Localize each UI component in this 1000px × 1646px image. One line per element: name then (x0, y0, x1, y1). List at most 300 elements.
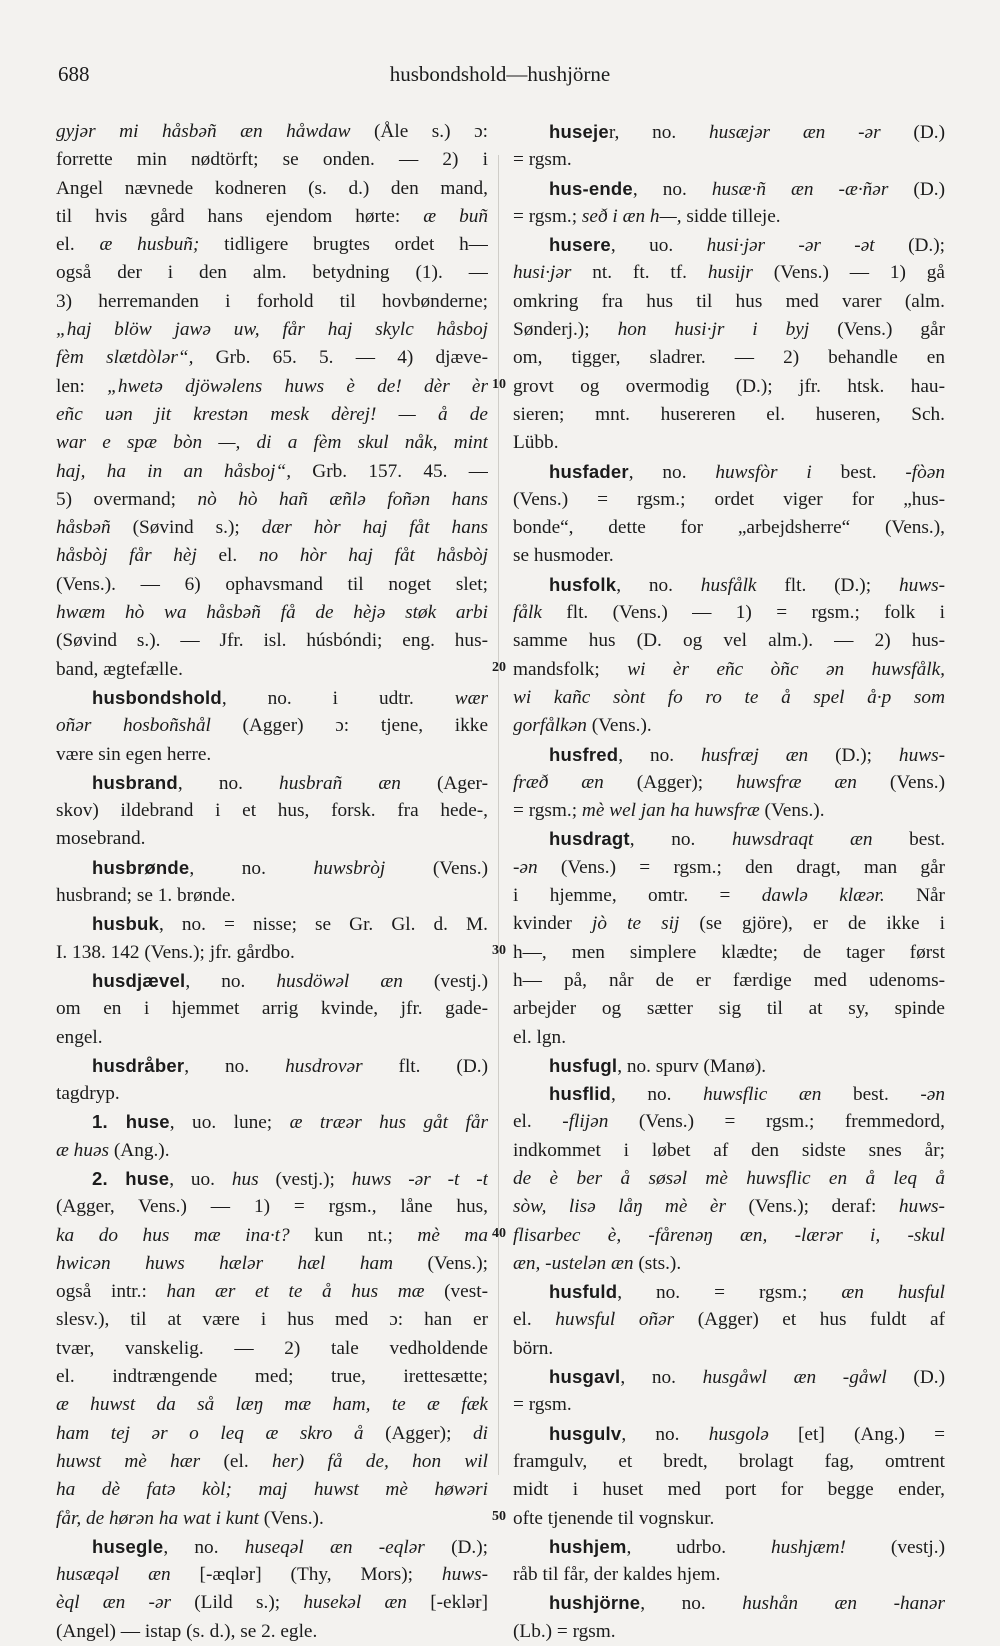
italic-text: hwæm hò wa håsbəñ få de hèjə støk arbi (56, 602, 488, 624)
text-line (513, 1250, 945, 1278)
italic-text: æn, -ustelən æn (513, 1252, 634, 1274)
text-segment: mosebrand. (56, 828, 146, 850)
text-line (513, 118, 945, 146)
text-segment: grovt og overmodig (D.); jfr. htsk. hau- (513, 375, 945, 397)
italic-text: hus (231, 1168, 259, 1190)
text-line (513, 854, 945, 882)
text-line (513, 769, 945, 797)
italic-text: hushjæm! (770, 1536, 846, 1558)
italic-text: huwsbròj (313, 857, 386, 879)
text-segment: tidligere brugtes ordet h— (199, 234, 488, 256)
text-segment: flt. (D.) (362, 1055, 488, 1077)
text-segment: (Vens.); (393, 1252, 488, 1274)
page-number: 688 (58, 62, 90, 86)
text-line (513, 797, 945, 825)
text-line (56, 1052, 488, 1080)
text-line (56, 1618, 488, 1646)
text-line (513, 542, 945, 570)
text-segment: [-eklər] (406, 1592, 488, 1614)
italic-text: mè ma (417, 1224, 488, 1246)
text-segment: = rgsm. (513, 149, 572, 171)
text-line (56, 542, 488, 570)
text-line (513, 259, 945, 287)
text-segment: (Agger); (363, 1422, 473, 1444)
text-line (513, 995, 945, 1023)
italic-text: seð i æn h—, (581, 205, 682, 227)
text-line (56, 288, 488, 316)
text-segment: , uo. lune; (169, 1112, 290, 1134)
italic-text: huwsfòr i (715, 461, 812, 483)
italic-text: flisarbec è, -fårenəŋ æn, -lærər i, -skul (513, 1224, 945, 1246)
text-line (513, 1193, 945, 1221)
text-line (513, 316, 945, 344)
entry-headword: huseje (549, 121, 609, 142)
text-line (513, 514, 945, 542)
text-line (56, 486, 488, 514)
entry-headword: husere (549, 234, 611, 256)
italic-text: di (473, 1422, 488, 1444)
text-line (56, 712, 488, 740)
text-segment: , uo. (610, 235, 707, 257)
text-segment: [et] (Ang.) = (768, 1423, 945, 1445)
text-line (56, 627, 488, 655)
italic-text: jò te sij (592, 913, 680, 935)
text-segment: om en i hjemmet arrig kvinde, jfr. gade- (56, 998, 488, 1020)
text-line (513, 1505, 945, 1533)
italic-text: wi kañc sònt fo ro te å spel å·p som (513, 686, 945, 708)
text-segment: , no. (177, 772, 280, 794)
text-line (56, 599, 488, 627)
text-segment: råb til får, der kaldes hjem. (513, 1564, 721, 1586)
text-segment: (D.) (886, 1367, 945, 1389)
entry-headword: husflid (549, 1083, 612, 1105)
text-segment: , no. (618, 744, 701, 766)
italic-text: dær hòr haj fåt hans (261, 517, 488, 539)
text-segment: I. 138. 142 (Vens.); jfr. gårdbo. (56, 941, 295, 963)
text-segment: (el. (200, 1450, 273, 1472)
text-line (513, 825, 945, 853)
text-line (513, 203, 945, 231)
page-header (58, 62, 942, 92)
text-line (513, 1137, 945, 1165)
column-divider (498, 155, 499, 1475)
text-line (513, 1165, 945, 1193)
italic-text: husi·jər (513, 262, 572, 284)
text-line (513, 288, 945, 316)
text-segment: (Vens.) (856, 771, 945, 793)
text-segment: (Vens.) — 1) gå (752, 262, 945, 284)
text-line (56, 259, 488, 287)
italic-text: æ husbuñ; (99, 234, 200, 256)
text-segment: (Vens.); deraf: (725, 1196, 899, 1218)
italic-text: hushån æn -hanər (742, 1593, 945, 1615)
italic-text: husgolə (708, 1423, 769, 1445)
italic-text: huwsfræ æn (736, 771, 857, 793)
text-segment: (D.) (888, 178, 945, 200)
text-line (56, 1505, 488, 1533)
italic-text: husæjər æn -ər (708, 122, 881, 143)
italic-text: -ən (513, 856, 538, 878)
entry-headword: husfader (549, 460, 629, 482)
text-line (56, 1363, 488, 1391)
italic-text: husgåwl æn -gåwl (702, 1367, 887, 1389)
text-line (56, 1476, 488, 1504)
text-line (513, 1533, 945, 1561)
line-number: 20 (492, 659, 506, 675)
text-line (513, 231, 945, 259)
italic-text: war e spæ bòn —, di a fèm skul nåk, mint (56, 432, 488, 454)
text-segment: (Vens.). (586, 715, 652, 737)
italic-text: hwicən huws hælər hæl ham (56, 1252, 394, 1274)
text-segment: mandsfolk; (513, 658, 628, 680)
text-segment: best. (811, 461, 906, 483)
italic-text: huws- (898, 574, 945, 596)
italic-text: æ buñ (423, 205, 488, 227)
text-line (56, 316, 488, 344)
text-segment: , no. (629, 829, 732, 851)
italic-text: -fòən (905, 461, 945, 483)
text-line (56, 1306, 488, 1334)
text-line (513, 1420, 945, 1448)
text-line (56, 1024, 488, 1052)
italic-text: husdrovər (285, 1055, 363, 1077)
text-segment: Sønderj.); (513, 319, 618, 341)
text-segment: (vestj.); (258, 1168, 352, 1190)
entry-headword: husgavl (549, 1366, 621, 1388)
italic-text: eñc uən jit krestən mesk dèrej! — å de (56, 403, 488, 425)
text-line (513, 1476, 945, 1504)
text-segment: (Agger) et hus fuldt af (674, 1309, 945, 1331)
text-segment: til hvis gård hans ejendom hørte: (56, 205, 424, 227)
text-segment: (D.); (424, 1536, 488, 1558)
italic-text: æ huwst da så læŋ mæ ham, te æ fæk (56, 1394, 488, 1416)
text-segment: nt. ft. tf. (571, 262, 708, 284)
text-line (56, 1335, 488, 1363)
text-segment: (vest- (424, 1281, 488, 1303)
text-segment: kvinder (513, 913, 592, 935)
text-segment: slesv.), til at være i hus med ɔ: han er (56, 1309, 488, 1331)
text-line (56, 1448, 488, 1476)
text-segment: tvær, vanskelig. — 2) tale vedholdende (56, 1337, 488, 1359)
text-segment: el. (196, 545, 259, 567)
italic-text: husekəl æn (303, 1592, 407, 1614)
text-segment: 5) overmand; (56, 488, 198, 510)
text-segment: len: (56, 375, 108, 397)
text-line (513, 146, 945, 174)
text-line (56, 429, 488, 457)
italic-text: ka do hus mæ ina·t? (56, 1224, 290, 1246)
text-line (56, 514, 488, 542)
text-line (56, 656, 488, 684)
italic-text: huwsful oñər (555, 1309, 675, 1331)
italic-text: æ huəs (56, 1139, 110, 1161)
entry-headword: 2. huse (92, 1167, 170, 1189)
text-line (56, 1533, 488, 1561)
text-line (513, 1222, 945, 1250)
text-segment: , no. spurv (Manø). (617, 1055, 767, 1077)
text-line (56, 967, 488, 995)
text-line (513, 1052, 945, 1080)
text-segment: [-æqlər] (Thy, Mors); (170, 1564, 442, 1586)
text-segment: (vestj.) (845, 1536, 945, 1558)
text-segment: 3) herremanden i forhold til hovbønderne; (56, 290, 488, 312)
text-segment: , no. (621, 1423, 709, 1445)
text-segment: (D.); (874, 235, 945, 257)
italic-text: wær (454, 687, 488, 709)
text-line (513, 1278, 945, 1306)
text-line (513, 429, 945, 457)
text-line (513, 1618, 945, 1646)
italic-text: huwsflic æn (703, 1084, 822, 1106)
text-segment: se husmoder. (513, 545, 614, 567)
text-segment: flt. (Vens.) — 1) = rgsm.; folk i (541, 602, 945, 624)
entry-headword: husbondshold (92, 686, 222, 708)
text-segment: husbrand; se 1. brønde. (56, 885, 236, 907)
text-segment: h—, men simplere klædte; de tager først (513, 941, 945, 963)
text-line (56, 1108, 488, 1136)
entry-headword: husbrønde (92, 856, 190, 878)
text-segment: (Lb.) = rgsm. (513, 1620, 616, 1642)
text-line (513, 627, 945, 655)
text-line (56, 373, 488, 401)
entry-headword: 1. huse (92, 1111, 170, 1133)
text-segment: engel. (56, 1026, 103, 1048)
italic-text: æn husful (841, 1282, 945, 1304)
text-line (56, 1137, 488, 1165)
italic-text: huws- (898, 1196, 945, 1218)
text-segment: (Agger) ɔ: tjene, ikke (210, 715, 488, 737)
italic-text: -ən (920, 1084, 945, 1106)
text-line (513, 910, 945, 938)
text-line (56, 825, 488, 853)
text-line (56, 684, 488, 712)
text-segment: skov) ildebrand i et hus, forsk. fra hede-, (56, 800, 488, 822)
text-line (513, 939, 945, 967)
text-segment: Grb. 157. 45. — (291, 460, 488, 482)
text-segment: (Vens.) = rgsm.; fremmedord, (608, 1111, 945, 1133)
entry-headword: husbuk (92, 913, 159, 935)
text-line (56, 146, 488, 174)
text-segment: tagdryp. (56, 1083, 120, 1105)
text-line (56, 995, 488, 1023)
text-segment: (Vens.) = rgsm.; den dragt, man går (537, 856, 945, 878)
italic-text: sòw, lisə låŋ mè èr (513, 1196, 726, 1218)
italic-text: huseqəl æn -eqlər (244, 1536, 425, 1558)
text-segment: (Ager- (400, 772, 488, 794)
line-number: 50 (492, 1508, 506, 1524)
text-segment: Angel nævnede kodneren (s. d.) den mand, (56, 177, 488, 199)
text-line (513, 1391, 945, 1419)
italic-text: får, de hørən ha wat i kunt (56, 1507, 259, 1529)
italic-text: gorfålkən (513, 715, 587, 737)
text-segment: (Søvind s.). — Jfr. isl. húsbóndi; eng. hus- (56, 630, 488, 652)
text-segment: r, no. (608, 122, 709, 143)
text-segment: , no. (640, 1593, 743, 1615)
italic-text: nò hò hañ æñlə foñən hans (197, 488, 488, 510)
text-segment: el. lgn. (513, 1026, 567, 1048)
text-line (513, 1363, 945, 1391)
text-segment: el. (513, 1111, 563, 1133)
text-line (513, 458, 945, 486)
italic-text: „hwetə djöwəlens huws è de! dèr èr (107, 375, 488, 397)
text-line (513, 486, 945, 514)
text-segment: om, tigger, sladrer. — 2) behandle en (513, 347, 945, 369)
text-line (513, 1024, 945, 1052)
text-segment: , no. (632, 178, 712, 200)
italic-text: gyjər mi håsbəñ æn håwdaw (56, 121, 351, 142)
text-line (56, 939, 488, 967)
text-line (56, 571, 488, 599)
italic-text: fålk (513, 602, 542, 624)
text-segment: sidde tilleje. (681, 205, 781, 227)
text-segment: arbejder og sætter sig til at sy, spinde (513, 998, 945, 1020)
entry-headword: husbrand (92, 771, 178, 793)
text-line (56, 118, 488, 146)
text-line (56, 231, 488, 259)
text-segment: , no. (616, 574, 701, 596)
text-line (513, 656, 945, 684)
text-segment: bonde“, dette for „arbejdsherre“ (Vens.), (513, 517, 945, 539)
italic-text: husbrañ æn (279, 772, 401, 794)
text-segment: , no. (189, 857, 314, 879)
text-line (56, 769, 488, 797)
line-number: 30 (492, 942, 506, 958)
italic-text: huws- (898, 744, 945, 766)
text-segment: , no. i udtr. (221, 687, 455, 709)
left-column (56, 118, 488, 1646)
italic-text: håsbəñ (56, 517, 111, 539)
text-line (56, 1080, 488, 1108)
text-line (513, 882, 945, 910)
entry-headword: husgulv (549, 1422, 622, 1444)
text-segment: best. (872, 829, 945, 851)
text-line (513, 175, 945, 203)
text-segment: (vestj.) (402, 970, 488, 992)
italic-text: fræð æn (513, 771, 604, 793)
text-segment: (Vens.). (759, 800, 825, 822)
text-line (56, 1391, 488, 1419)
text-line (56, 1193, 488, 1221)
italic-text: husæ·ñ æn -æ·ñər (711, 178, 889, 200)
text-line (513, 1108, 945, 1136)
text-line (56, 797, 488, 825)
italic-text: æ træər hus gåt får (289, 1112, 488, 1134)
italic-text: huws- (441, 1564, 488, 1586)
text-segment: h— på, når de er færdige med udenoms- (513, 969, 945, 991)
text-segment: omkring fra hus til hus med varer (alm. (513, 290, 945, 312)
text-line (513, 741, 945, 769)
italic-text: husfræj æn (700, 744, 809, 766)
text-segment: = rgsm.; (513, 800, 582, 822)
entry-headword: husegle (92, 1535, 164, 1557)
text-segment: (sts.). (633, 1252, 682, 1274)
italic-text: èql æn -ər (56, 1592, 172, 1614)
italic-text: wi èr eñc òñc ən huwsfålk, (627, 658, 945, 680)
text-line (56, 344, 488, 372)
text-segment: , no. (620, 1367, 703, 1389)
text-line (513, 401, 945, 429)
text-line (513, 967, 945, 995)
text-segment: også intr.: (56, 1281, 167, 1303)
text-segment: = rgsm. (513, 1394, 572, 1416)
text-line (513, 571, 945, 599)
text-segment: Når (884, 885, 945, 907)
italic-text: hon husi·jr i byj (617, 319, 810, 341)
text-line (513, 1589, 945, 1617)
text-line (513, 599, 945, 627)
text-segment: samme hus (D. og vel alm.). — 2) hus- (513, 630, 945, 652)
text-segment: = rgsm.; (513, 205, 582, 227)
text-line (56, 1589, 488, 1617)
text-line (56, 1420, 488, 1448)
italic-text: huws -ər -t -t (351, 1168, 488, 1190)
text-segment: midt i huset med port for begge ender, (513, 1479, 945, 1501)
text-segment: el. (513, 1309, 556, 1331)
text-line (56, 854, 488, 882)
line-number: 40 (492, 1225, 506, 1241)
text-line (56, 1222, 488, 1250)
text-line (56, 882, 488, 910)
text-line (513, 1335, 945, 1363)
entry-headword: husdragt (549, 828, 630, 850)
text-segment: ofte tjenende til vognskur. (513, 1507, 715, 1529)
text-segment: , udrbo. (626, 1536, 771, 1558)
italic-text: haj, ha in an håsboj“, (56, 460, 292, 482)
text-line (513, 1306, 945, 1334)
italic-text: no hòr haj fåt håsbòj (258, 545, 488, 567)
text-segment: (Åle s.) ɔ: (350, 121, 488, 142)
text-line (513, 1448, 945, 1476)
italic-text: her) få de, hon wil (272, 1450, 488, 1472)
italic-text: huwst mè hær (56, 1450, 201, 1472)
italic-text: husi·jər -ər -ət (706, 235, 875, 257)
text-segment: , no. (184, 1055, 286, 1077)
text-segment: (Søvind s.); (110, 517, 262, 539)
italic-text: huwsdraqt æn (731, 829, 873, 851)
italic-text: ha dè fatə kòl; maj huwst mè høwəri (56, 1479, 488, 1501)
text-line (513, 684, 945, 712)
italic-text: -flijən (562, 1111, 609, 1133)
entry-headword: husfolk (549, 573, 617, 595)
text-segment: (Vens.). — 6) ophavsmand til noget slet; (56, 573, 488, 595)
text-line (513, 1561, 945, 1589)
italic-text: de è ber å søsəl mè huwsflic en å leq å (513, 1167, 945, 1189)
italic-text: fèm slætdòlər“, (56, 347, 194, 369)
text-segment: framgulv, et bredt, brolagt fag, omtrent (513, 1450, 945, 1472)
text-segment: Lübb. (513, 432, 559, 454)
italic-text: håsbòj får hèj (56, 545, 197, 567)
text-segment: (Agger, Vens.) — 1) = rgsm., låne hus, (56, 1196, 488, 1218)
running-head: husbondshold—hushjörne (389, 62, 611, 86)
text-segment: , no. = rgsm.; (617, 1282, 842, 1304)
line-number: 10 (492, 376, 506, 392)
text-segment: (Vens.) = rgsm.; ordet viger for „hus- (513, 488, 945, 510)
text-segment: best. (821, 1084, 921, 1106)
text-segment: Grb. 65. 5. — 4) djæve- (193, 347, 488, 369)
entry-headword: husfuld (549, 1281, 618, 1303)
text-line (56, 1165, 488, 1193)
italic-text: mè wel jan ha huwsfræ (581, 800, 760, 822)
text-line (56, 741, 488, 769)
italic-text: ham tej ər o leq æ skro å (56, 1422, 364, 1444)
text-segment: være sin egen herre. (56, 743, 212, 765)
italic-text: husfålk (700, 574, 757, 596)
right-column (513, 118, 945, 1646)
italic-text: han ær et te å hus mæ (166, 1281, 425, 1303)
text-segment: börn. (513, 1337, 554, 1359)
text-segment: , no. (185, 970, 277, 992)
text-segment: (D.); (808, 744, 899, 766)
